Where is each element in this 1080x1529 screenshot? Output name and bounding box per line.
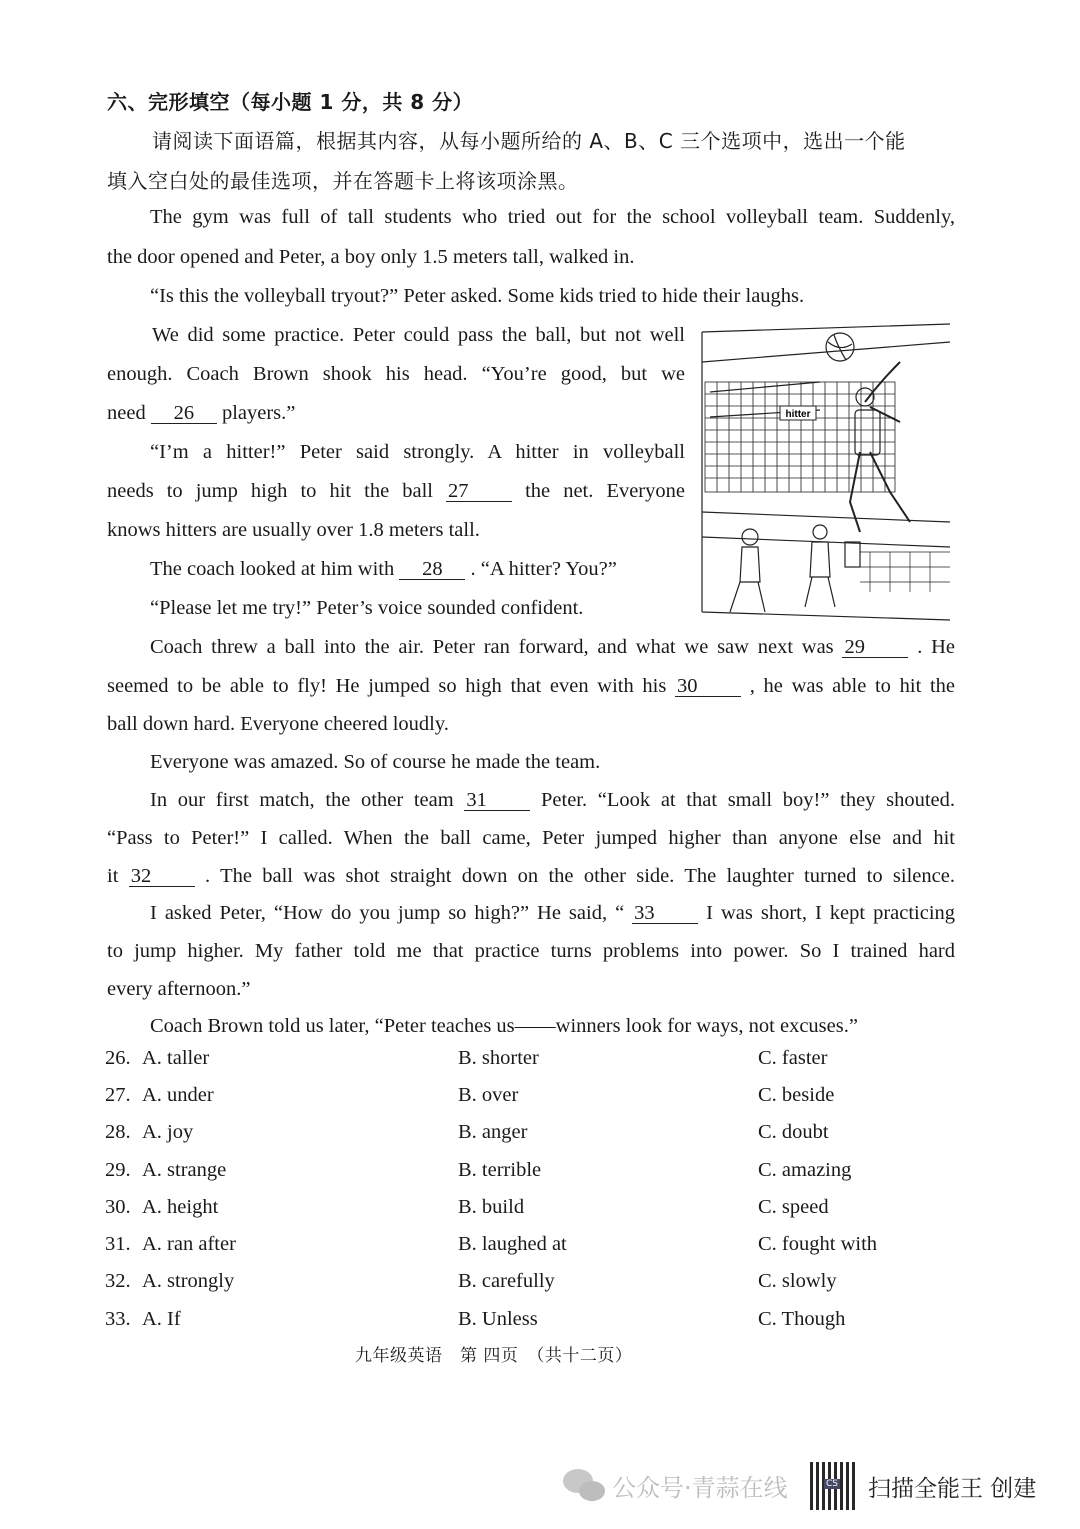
section-title: 六、完形填空（每小题 1 分，共 8 分） [107, 90, 474, 114]
question-number: 28. [105, 1121, 131, 1143]
passage-text: the door opened and Peter, a boy only 1.5 meters tall, walked in. [107, 246, 635, 268]
passage-line [150, 205, 955, 229]
qr-code [810, 1462, 858, 1510]
question-number: 26. [105, 1047, 131, 1069]
question-number: 33. [105, 1308, 131, 1330]
passage-line [107, 518, 480, 542]
passage-text: the net. Everyone [525, 480, 685, 502]
passage-text: Everyone was amazed. So of course he made the team. [150, 751, 601, 773]
wechat-icon [560, 1465, 608, 1505]
passage-line [150, 557, 617, 581]
passage-line [150, 284, 804, 308]
question-number: 29. [105, 1159, 131, 1181]
passage-line [150, 901, 955, 925]
option-a: A. height [142, 1196, 219, 1218]
option-a: A. strongly [142, 1270, 235, 1292]
instructions-line-1: 请阅读下面语篇，根据其内容，从每小题所给的 A、B、C 三个选项中，选出一个能 [152, 129, 906, 153]
passage-line [107, 977, 250, 1001]
passage-text: , he was able to hit the [749, 675, 955, 697]
passage-line [107, 864, 955, 888]
passage-line [107, 479, 685, 503]
option-a: A. under [142, 1084, 214, 1106]
passage-line [107, 674, 955, 698]
passage-text: “Is this the volleyball tryout?” Peter asked. Some kids tried to hide their laughs. [150, 285, 805, 307]
option-b: B. Unless [458, 1308, 538, 1330]
option-b: B. over [458, 1084, 519, 1106]
passage-text: “Please let me try!” Peter’s voice sounded confident. [150, 597, 584, 619]
passage-text: every afternoon.” [107, 978, 251, 1000]
passage-text: knows hitters are usually over 1.8 meters tall. [107, 519, 480, 541]
blank-32: 32 [129, 866, 195, 887]
option-a: A. taller [142, 1047, 210, 1069]
passage-text: . “A hitter? You?” [470, 558, 617, 580]
question-number: 32. [105, 1270, 131, 1292]
blank-26: 26 [151, 403, 217, 424]
option-b: B. laughed at [458, 1233, 567, 1255]
passage-line [152, 323, 685, 347]
option-b: B. anger [458, 1121, 528, 1143]
passage-text: Peter. “Look at that small boy!” they shouted. [541, 789, 955, 811]
passage-text: . The ball was shot straight down on the other side. The laughter turned to silence. [205, 865, 955, 887]
passage-line [150, 1014, 858, 1038]
qr-label: CS [826, 1479, 838, 1489]
passage-text: ball down hard. Everyone cheered loudly. [107, 713, 449, 735]
blank-27: 27 [446, 481, 512, 502]
watermark-faint-text: 公众号·青蒜在线 [612, 1474, 788, 1502]
passage-text: Coach threw a ball into the air. Peter ran forward, and what we saw next was [150, 636, 843, 658]
option-c: C. Though [758, 1308, 846, 1330]
option-b: B. shorter [458, 1047, 539, 1069]
passage-text: it [107, 865, 129, 887]
option-c: C. doubt [758, 1121, 829, 1143]
option-c: C. faster [758, 1047, 828, 1069]
question-number: 31. [105, 1233, 131, 1255]
passage-line [107, 401, 295, 425]
option-b: B. terrible [458, 1159, 542, 1181]
passage-text: seemed to be able to fly! He jumped so high that even with his [107, 675, 676, 697]
passage-text: The gym was full of tall students who tried out for the school volleyball team. Suddenly, [150, 206, 955, 228]
passage-line [150, 750, 600, 774]
passage-text: “I’m a hitter!” Peter said strongly. A hitter in volleyball [150, 441, 685, 463]
passage-text: Coach Brown told us later, “Peter teaches us——winners look for ways, not excuses.” [150, 1015, 858, 1037]
passage-text: I asked Peter, “How do you jump so high?” He said, “ [150, 902, 625, 924]
question-number: 27. [105, 1084, 131, 1106]
passage-line [150, 596, 583, 620]
passage-text: . He [917, 636, 955, 658]
instructions-line-2: 填入空白处的最佳选项，并在答题卡上将该项涂黑。 [107, 169, 579, 193]
option-a: A. strange [142, 1159, 227, 1181]
page-footer: 九年级英语 第 四页 （共十二页） [355, 1346, 633, 1366]
blank-28: 28 [399, 559, 465, 580]
passage-text: I was short, I kept practicing [706, 902, 955, 924]
option-c: C. beside [758, 1084, 835, 1106]
volleyball-illustration [700, 322, 952, 622]
passage-line [150, 788, 955, 812]
blank-30: 30 [675, 676, 741, 697]
passage-line [150, 635, 955, 659]
passage-text: The coach looked at him with [150, 558, 400, 580]
passage-text: “Pass to Peter!” I called. When the ball came, Peter jumped higher than anyone else and hit [107, 827, 955, 849]
blank-29: 29 [842, 637, 908, 658]
passage-line [107, 245, 635, 269]
passage-line [107, 939, 955, 963]
passage-text: players.” [221, 402, 296, 424]
passage-text: need [107, 402, 151, 424]
passage-line [107, 826, 955, 850]
passage-line [107, 712, 449, 736]
option-c: C. amazing [758, 1159, 852, 1181]
passage-line [107, 362, 685, 386]
watermark-text: 扫描全能王 创建 [868, 1476, 1037, 1502]
passage-text: to jump higher. My father told me that practice turns problems into power. So I trained hard [107, 940, 955, 962]
passage-text: enough. Coach Brown shook his head. “You’re good, but we [107, 363, 685, 385]
option-a: A. If [142, 1308, 181, 1330]
passage-text: needs to jump high to hit the ball [107, 480, 447, 502]
option-c: C. slowly [758, 1270, 837, 1292]
option-b: B. carefully [458, 1270, 555, 1292]
option-c: C. speed [758, 1196, 829, 1218]
option-a: A. ran after [142, 1233, 236, 1255]
passage-line [150, 440, 685, 464]
passage-text: We did some practice. Peter could pass the ball, but not well [152, 324, 685, 346]
passage-text: In our first match, the other team [150, 789, 465, 811]
blank-31: 31 [464, 790, 530, 811]
option-a: A. joy [142, 1121, 194, 1143]
blank-33: 33 [632, 903, 698, 924]
option-b: B. build [458, 1196, 525, 1218]
question-number: 30. [105, 1196, 131, 1218]
option-c: C. fought with [758, 1233, 878, 1255]
hitter-label: hitter [785, 409, 811, 420]
